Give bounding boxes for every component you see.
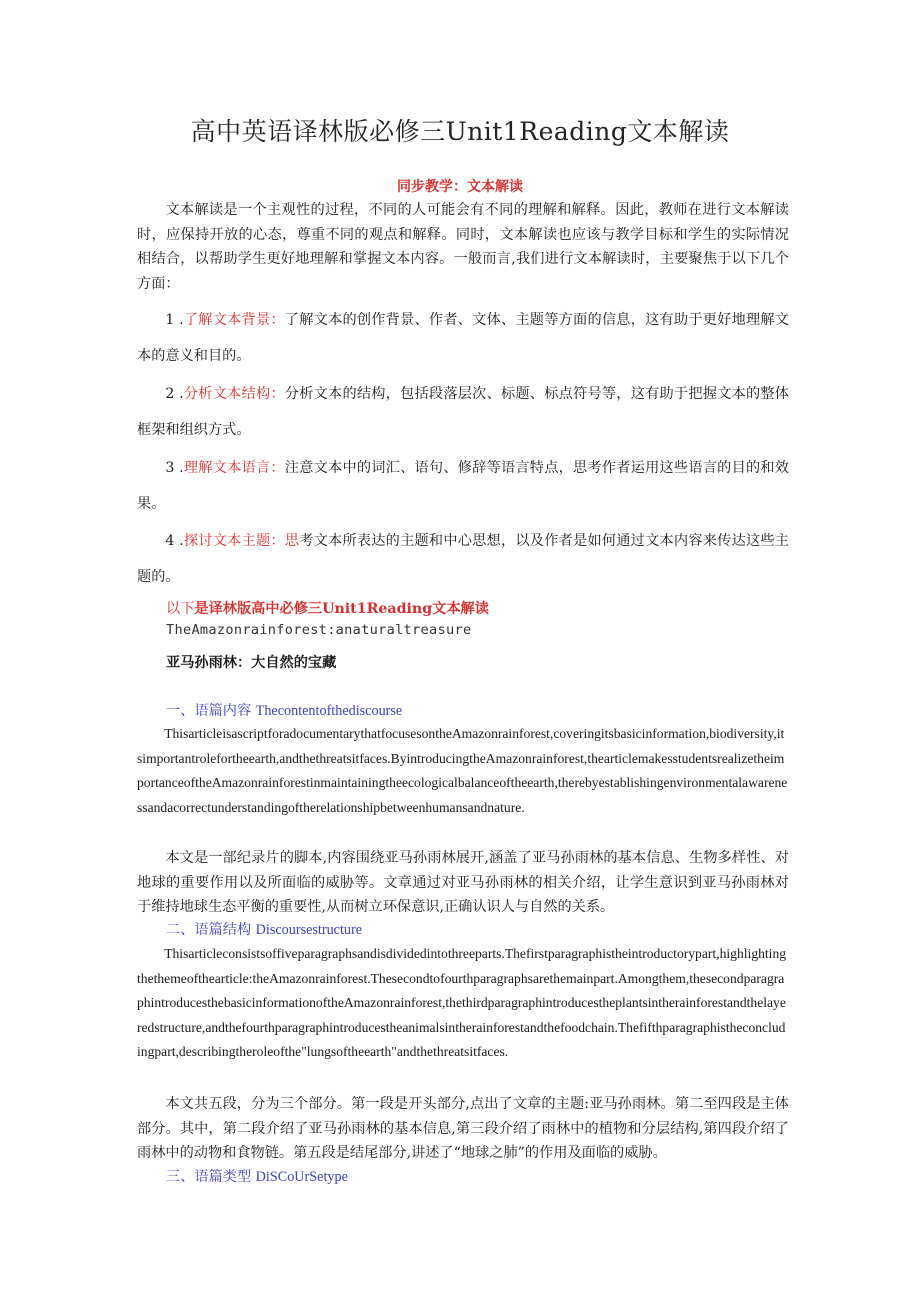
section-heading <box>166 919 362 939</box>
list-item-number: 1 . <box>165 312 184 328</box>
list-item-number: 3 . <box>165 460 184 476</box>
section-heading-en: Discoursestructure <box>255 922 363 938</box>
section-subtitle: 同步教学：文本解读 <box>397 179 523 195</box>
list-item-label: 理解文本语言： <box>183 460 285 476</box>
intro-line-bold: 是译林版高中必修三Unit1Reading文本解读 <box>194 601 489 617</box>
list-item-text: 考文本所表达的主题和中心思想，以及作者是如何通过文本内容来传达这些主题的。 <box>137 533 789 585</box>
list-item-label: 探讨文本主题：思 <box>183 533 300 549</box>
list-item-label: 了解文本背景： <box>183 312 285 328</box>
list-item-label: 分析文本结构： <box>183 386 285 402</box>
section-heading <box>166 700 402 720</box>
list-item-text: 注意文本中的词汇、语句、修辞等语言特点，思考作者运用这些语言的目的和效果。 <box>137 460 789 512</box>
list-item-text: 了解文本的创作背景、作者、文体、主题等方面的信息，这有助于更好地理解文本的意义和目的。 <box>137 312 789 364</box>
list-item-text: 分析文本的结构，包括段落层次、标题、标点符号等，这有助于把握文本的整体框架和组织方式。 <box>137 386 789 438</box>
chinese-paragraph: 本文共五段，分为三个部分。第一段是开头部分,点出了文章的主题:亚马孙雨林。第二至四段是主体部分。其中，第二段介绍了亚马孙雨林的基本信息,第三段介绍了雨林中的植物和分层结构,第四段介绍了雨林中的动物和食物链。第五段是结尾部分,讲述了“地球之肺”的作用及面临的威胁。 <box>137 1096 789 1161</box>
section-heading-cn: 二、语篇结构 <box>166 922 252 938</box>
list-item-number: 4 . <box>165 533 184 549</box>
list-item <box>137 450 789 522</box>
page-title: 高中英语译林版必修三Unit1Reading文本解读 <box>190 117 730 146</box>
section-heading-en: DiSCoUrSetype <box>255 1169 348 1185</box>
text-intro-line <box>166 598 489 618</box>
section-heading-cn: 三、语篇类型 <box>166 1169 252 1185</box>
section-heading-cn: 一、语篇内容 <box>166 703 252 719</box>
english-title: TheAmazonrainforest:anaturaltreasure <box>166 622 472 638</box>
english-paragraph: Thisarticleisascriptforadocumentarythatfocusesonthe​Amazonrainforest,coveringitsbasicinformation,biodiversity,itsimportantrolefortheearth,andthethreatsitfaces.ByintroducingtheAmazonrainforest,thearticlemakesstudentsrealizetheimportanceoftheAmazonrainforestinmaintainingtheecologicalbalanceoftheearth,therebyestablishingenvironmentalawarenessandacorrectunderstandingoftherelationshipbetweenhumansandnature. <box>137 726 788 815</box>
list-item <box>137 376 789 448</box>
section-heading-en: Thecontentofthediscourse <box>255 703 403 719</box>
section-heading <box>166 1166 348 1186</box>
list-item <box>137 523 789 595</box>
intro-paragraph: 文本解读是一个主观性的过程，不同的人可能会有不同的理解和解释。因此，教师在进行文本解读时，应保持开放的心态，尊重不同的观点和解释。同时，文本解读也应该与教学目标和学生的实际情况相结合，以帮助学生更好地理解和掌握文本内容。一般而言,我们进行文本解读时，主要聚焦于以下几个方面： <box>137 202 789 292</box>
list-item <box>137 302 789 374</box>
intro-line-prefix: 以下 <box>166 601 195 617</box>
list-item-number: 2 . <box>165 386 184 402</box>
english-paragraph: Thisarticleconsistsoffiveparagraphsandisdividedintothreeparts.Thefirstparagraphistheintroductorypart,highlightingthethemeofthearticle:theAmazonrainforest.Thesecondtofourthparagraphsarethemainpart.Amongthem,thesecondparagraphintroducesthebasicinformationoftheAmazonrainforest,thethirdparagraphintroducestheplantsintherainforestandthelayeredstructure,andthefourthparagraphintroducestheanimalsintherainforestandthefoodchain.Thefifthparagraphistheconcludingpart,describingtheroleofthe"lungsoftheearth"andthethreatsitfaces. <box>137 946 787 1059</box>
chinese-paragraph: 本文是一部纪录片的脚本,内容围绕亚马孙雨林展开,涵盖了亚马孙雨林的基本信息、生物多样性、对地球的重要作用以及所面临的威胁等。文章通过对亚马孙雨林的相关介绍，让学生意识到亚马孙雨林对于维持地球生态平衡的重要性,从而树立环保意识,正确认识人与自然的关系。 <box>137 850 789 915</box>
chinese-title: 亚马孙雨林：大自然的宝藏 <box>166 655 337 671</box>
